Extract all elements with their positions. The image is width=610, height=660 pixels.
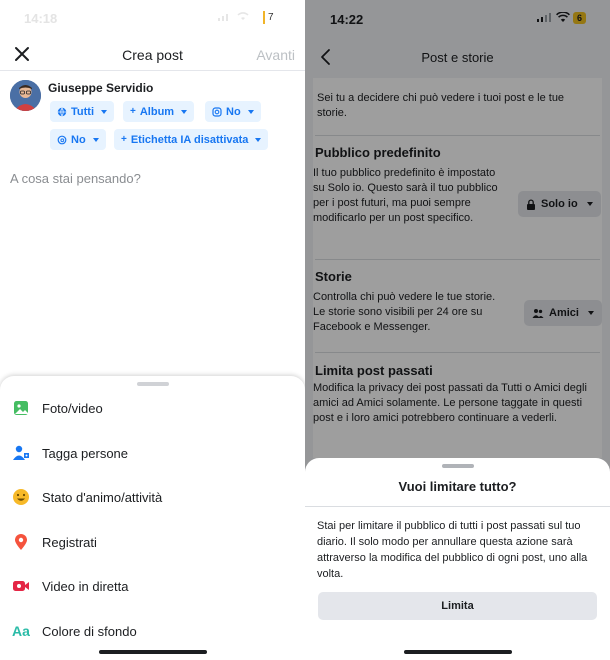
option-label: Tagga persone: [42, 445, 129, 461]
default-audience-title: Pubblico predefinito: [315, 145, 441, 160]
divider: [305, 506, 610, 507]
plus-icon: +: [121, 134, 127, 145]
avatar: [10, 80, 41, 111]
status-time: 14:18: [24, 11, 58, 26]
audience-chip[interactable]: [50, 101, 114, 122]
user-name: Giuseppe Servidio: [48, 81, 154, 95]
post-composer-input[interactable]: A cosa stai pensando?: [10, 171, 141, 186]
create-post-header: [0, 38, 305, 71]
sheet-grabber[interactable]: [442, 464, 474, 468]
default-audience-button-label: Solo io: [541, 198, 578, 210]
limit-confirm-sheet: [305, 458, 610, 660]
option-tag-people[interactable]: [0, 440, 305, 466]
live-video-icon: [11, 576, 31, 596]
option-photo-video[interactable]: [0, 395, 305, 421]
option-label: Foto/video: [42, 400, 103, 416]
status-time: 14:22: [330, 12, 364, 27]
chip-label: Etichetta IA disattivata: [130, 133, 249, 146]
text-color-icon: Aa: [12, 623, 30, 639]
threads-icon: [57, 135, 67, 145]
page-title: Post e storie: [421, 50, 494, 65]
battery-indicator: 6: [573, 12, 586, 24]
limit-button[interactable]: Limita: [318, 592, 597, 620]
status-bar: [0, 0, 305, 38]
default-audience-description: Il tuo pubblico predefinito è impostato su Solo io. Questo sarà il tuo pubblico per i post futuri, ma puoi sempre modificarlo per un post specifico.: [313, 167, 498, 224]
chevron-down-icon: [101, 110, 107, 114]
chip-label: No: [226, 105, 241, 118]
option-live-video[interactable]: [0, 573, 305, 599]
album-chip[interactable]: [123, 101, 194, 122]
option-feeling-activity[interactable]: [0, 484, 305, 510]
option-label: Video in diretta: [42, 578, 129, 594]
option-label: Stato d'animo/attività: [42, 489, 163, 505]
battery-indicator: 7: [263, 11, 277, 24]
option-label: Registrati: [42, 534, 97, 550]
globe-icon: [57, 107, 67, 117]
dialog-body: Stai per limitare il pubblico di tutti i post passati sul tuo diario. Il solo modo per annullare questa azione sarà attraverso la modifica del pubblico di ogni post, uno alla volta.: [317, 520, 588, 580]
ai-label-chip[interactable]: [114, 129, 268, 150]
settings-intro: Sei tu a decidere chi può vedere i tuoi post e le tue storie.: [317, 92, 565, 119]
stories-description: Controlla chi può vedere le tue storie. Le storie sono visibili per 24 ore su Facebook e Messenger.: [313, 291, 496, 333]
dialog-title: Vuoi limitare tutto?: [398, 479, 517, 494]
limit-past-title: Limita post passati: [315, 363, 433, 378]
signal-icon: [218, 13, 232, 21]
chip-label: No: [71, 133, 86, 146]
emoji-icon: [11, 487, 31, 507]
chip-label: Album: [139, 105, 175, 118]
stories-title: Storie: [315, 269, 352, 284]
instagram-chip[interactable]: [205, 101, 261, 122]
chevron-down-icon: [255, 138, 261, 142]
plus-icon: +: [130, 106, 136, 117]
home-indicator[interactable]: [404, 650, 512, 654]
post-and-stories-screen: [305, 0, 610, 660]
option-label: Colore di sfondo: [42, 623, 137, 639]
chip-label: Tutti: [71, 105, 95, 118]
option-check-in[interactable]: [0, 529, 305, 555]
stories-audience-button-label: Amici: [549, 307, 579, 319]
post-options-sheet: [0, 376, 305, 660]
chevron-down-icon: [93, 138, 99, 142]
photo-icon: [11, 398, 31, 418]
chevron-down-icon: [181, 110, 187, 114]
instagram-icon: [212, 107, 222, 117]
option-background-color[interactable]: [0, 618, 305, 644]
tag-people-icon: [11, 443, 31, 463]
next-button[interactable]: Avanti: [256, 47, 295, 63]
threads-chip[interactable]: [50, 129, 106, 150]
location-pin-icon: [11, 532, 31, 552]
sheet-grabber[interactable]: [137, 382, 169, 386]
chevron-down-icon: [248, 110, 254, 114]
wifi-icon: [236, 11, 250, 21]
page-title: Crea post: [122, 47, 183, 63]
home-indicator[interactable]: [99, 650, 207, 654]
limit-past-description: Modifica la privacy dei post passati da Tutti o Amici degli amici ad Amici solamente. Le persone taggate in questi post e i loro amici potrebbero continuare a vederli.: [313, 382, 587, 424]
